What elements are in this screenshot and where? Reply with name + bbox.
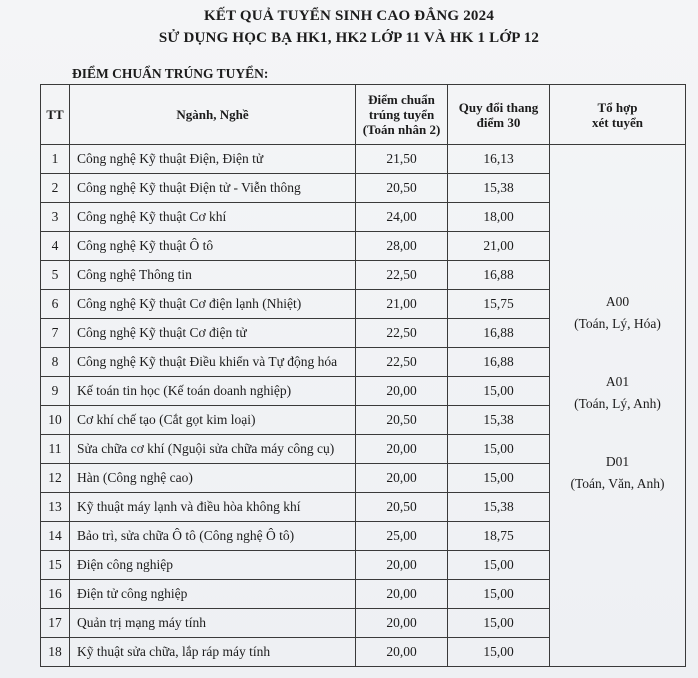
header-combination-line1: Tổ hợp [597, 99, 638, 115]
row-converted-score: 16,88 [448, 348, 550, 377]
row-number: 9 [41, 377, 70, 406]
header-conversion-line1: Quy đổi thang [458, 99, 539, 115]
row-number: 13 [41, 493, 70, 522]
row-number: 11 [41, 435, 70, 464]
row-number: 4 [41, 232, 70, 261]
combination-group [550, 451, 685, 495]
combination-code: D01 [605, 454, 630, 469]
table-header-row [41, 85, 686, 145]
row-major-name: Sửa chữa cơ khí (Nguội sửa chữa máy công cụ) [70, 435, 356, 464]
row-cutoff-score: 20,00 [356, 638, 448, 667]
row-cutoff-score: 24,00 [356, 203, 448, 232]
row-number: 3 [41, 203, 70, 232]
row-cutoff-score: 22,50 [356, 319, 448, 348]
row-major-name: Công nghệ Kỹ thuật Cơ điện tử [70, 319, 356, 348]
row-major-name: Điện tử công nghiệp [70, 580, 356, 609]
row-major-name: Kỹ thuật máy lạnh và điều hòa không khí [70, 493, 356, 522]
row-converted-score: 18,00 [448, 203, 550, 232]
row-major-name: Công nghệ Thông tin [70, 261, 356, 290]
header-tt: TT [41, 85, 70, 145]
row-number: 1 [41, 145, 70, 174]
row-converted-score: 21,00 [448, 232, 550, 261]
table-row [41, 145, 686, 174]
row-major-name: Kỹ thuật sửa chữa, lắp ráp máy tính [70, 638, 356, 667]
row-cutoff-score: 20,00 [356, 377, 448, 406]
row-converted-score: 15,38 [448, 406, 550, 435]
row-major-name: Công nghệ Kỹ thuật Điện, Điện tử [70, 145, 356, 174]
row-major-name: Công nghệ Kỹ thuật Cơ khí [70, 203, 356, 232]
header-score-line3: (Toán nhân 2) [362, 122, 441, 137]
row-converted-score: 16,13 [448, 145, 550, 174]
row-number: 18 [41, 638, 70, 667]
row-cutoff-score: 25,00 [356, 522, 448, 551]
row-major-name: Quản trị mạng máy tính [70, 609, 356, 638]
combination-code: A00 [605, 294, 630, 309]
row-cutoff-score: 20,00 [356, 551, 448, 580]
header-major: Ngành, Nghề [70, 85, 356, 145]
row-major-name: Công nghệ Kỹ thuật Điều khiển và Tự động hóa [70, 348, 356, 377]
row-number: 12 [41, 464, 70, 493]
row-number: 5 [41, 261, 70, 290]
row-cutoff-score: 22,50 [356, 261, 448, 290]
row-converted-score: 15,00 [448, 464, 550, 493]
combination-list [550, 145, 685, 666]
row-number: 2 [41, 174, 70, 203]
header-conversion [448, 85, 550, 145]
row-converted-score: 15,75 [448, 290, 550, 319]
row-converted-score: 16,88 [448, 319, 550, 348]
combination-subjects: (Toán, Lý, Hóa) [574, 316, 661, 331]
row-number: 15 [41, 551, 70, 580]
row-cutoff-score: 20,50 [356, 174, 448, 203]
header-combination [550, 85, 686, 145]
row-number: 17 [41, 609, 70, 638]
row-major-name: Công nghệ Kỹ thuật Ô tô [70, 232, 356, 261]
row-major-name: Hàn (Công nghệ cao) [70, 464, 356, 493]
row-cutoff-score: 20,50 [356, 493, 448, 522]
row-converted-score: 15,38 [448, 174, 550, 203]
row-cutoff-score: 20,50 [356, 406, 448, 435]
row-converted-score: 15,00 [448, 638, 550, 667]
row-cutoff-score: 21,00 [356, 290, 448, 319]
header-score-line1: Điểm chuẩn [368, 92, 435, 107]
row-major-name: Bảo trì, sửa chữa Ô tô (Công nghệ Ô tô) [70, 522, 356, 551]
row-converted-score: 15,00 [448, 551, 550, 580]
row-cutoff-score: 20,00 [356, 464, 448, 493]
row-number: 6 [41, 290, 70, 319]
row-cutoff-score: 20,00 [356, 435, 448, 464]
combination-subjects: (Toán, Văn, Anh) [570, 476, 665, 491]
row-number: 8 [41, 348, 70, 377]
row-cutoff-score: 28,00 [356, 232, 448, 261]
row-converted-score: 15,00 [448, 377, 550, 406]
row-major-name: Công nghệ Kỹ thuật Cơ điện lạnh (Nhiệt) [70, 290, 356, 319]
header-combination-line2: xét tuyển [592, 114, 643, 130]
row-converted-score: 15,00 [448, 609, 550, 638]
section-heading: ĐIỂM CHUẨN TRÚNG TUYỂN: [72, 66, 269, 81]
combination-subjects: (Toán, Lý, Anh) [574, 396, 661, 411]
row-converted-score: 15,00 [448, 580, 550, 609]
page-subtitle: SỬ DỤNG HỌC BẠ HK1, HK2 LỚP 11 VÀ HK 1 LỚP 12 [158, 30, 540, 46]
combination-code: A01 [605, 374, 630, 389]
row-major-name: Kế toán tin học (Kế toán doanh nghiệp) [70, 377, 356, 406]
row-major-name: Cơ khí chế tạo (Cắt gọt kim loại) [70, 406, 356, 435]
page-title: KẾT QUẢ TUYỂN SINH CAO ĐẲNG 2024 [203, 8, 495, 24]
row-cutoff-score: 20,00 [356, 609, 448, 638]
row-number: 16 [41, 580, 70, 609]
row-converted-score: 15,00 [448, 435, 550, 464]
admission-score-table [40, 84, 686, 667]
row-converted-score: 16,88 [448, 261, 550, 290]
header-score-line2: trúng tuyển [368, 107, 435, 122]
combination-group [550, 371, 685, 415]
combination-cell [550, 145, 686, 667]
row-major-name: Công nghệ Kỹ thuật Điện tử - Viễn thông [70, 174, 356, 203]
row-number: 7 [41, 319, 70, 348]
row-cutoff-score: 21,50 [356, 145, 448, 174]
row-number: 14 [41, 522, 70, 551]
row-converted-score: 18,75 [448, 522, 550, 551]
row-major-name: Điện công nghiệp [70, 551, 356, 580]
row-cutoff-score: 20,00 [356, 580, 448, 609]
row-cutoff-score: 22,50 [356, 348, 448, 377]
row-number: 10 [41, 406, 70, 435]
header-score [356, 85, 448, 145]
combination-group [550, 291, 685, 335]
row-converted-score: 15,38 [448, 493, 550, 522]
header-conversion-line2: điểm 30 [476, 114, 521, 130]
